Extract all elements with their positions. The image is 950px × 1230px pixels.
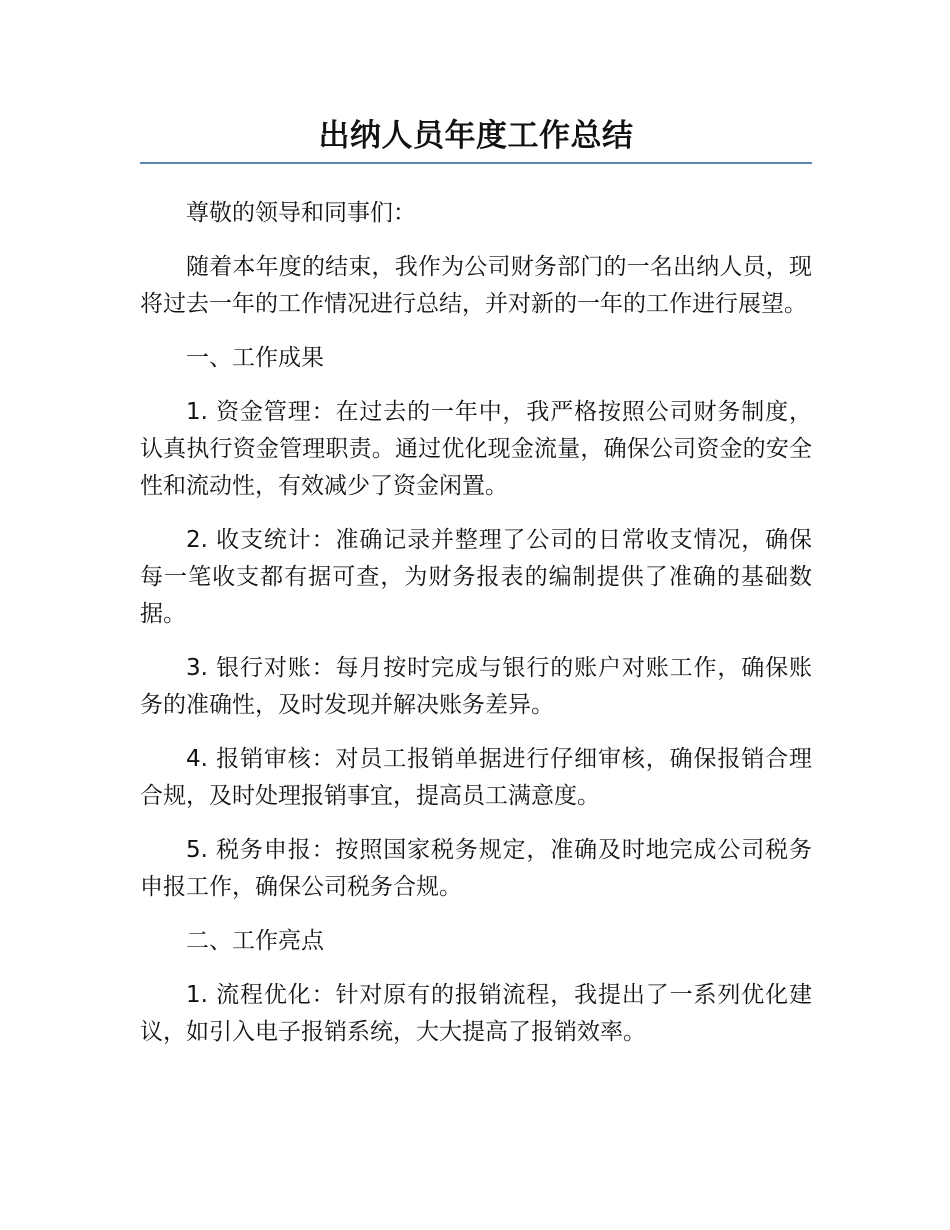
highlight-item-process-optimization: 1. 流程优化：针对原有的报销流程，我提出了一系列优化建议，如引入电子报销系统，大大提高了报销效率。: [140, 982, 812, 1045]
section-heading-highlights: 二、工作亮点: [186, 928, 324, 954]
achievement-item-bank-reconciliation: 3. 银行对账：每月按时完成与银行的账户对账工作，确保账务的准确性，及时发现并解决账务差异。: [140, 655, 812, 718]
document-title: 出纳人员年度工作总结: [318, 118, 634, 154]
greeting-paragraph: 尊敬的领导和同事们：: [186, 200, 416, 226]
achievement-item-income-expense: 2. 收支统计：准确记录并整理了公司的日常收支情况，确保每一笔收支都有据可查，为财务报表的编制提供了准确的基础数据。: [140, 527, 812, 627]
section-heading-achievements: 一、工作成果: [186, 345, 324, 371]
intro-paragraph: 随着本年度的结束，我作为公司财务部门的一名出纳人员，现将过去一年的工作情况进行总结，并对新的一年的工作进行展望。: [140, 254, 812, 317]
title-underline: [140, 162, 812, 164]
achievement-item-tax-filing: 5. 税务申报：按照国家税务规定，准确及时地完成公司税务申报工作，确保公司税务合规。: [140, 837, 812, 900]
document-body: [140, 195, 812, 1068]
achievement-item-reimbursement-review: 4. 报销审核：对员工报销单据进行仔细审核，确保报销合理合规，及时处理报销事宜，提高员工满意度。: [140, 746, 812, 809]
achievement-item-fund-management: 1. 资金管理：在过去的一年中，我严格按照公司财务制度，认真执行资金管理职责。通过优化现金流量，确保公司资金的安全性和流动性，有效减少了资金闲置。: [140, 399, 812, 499]
